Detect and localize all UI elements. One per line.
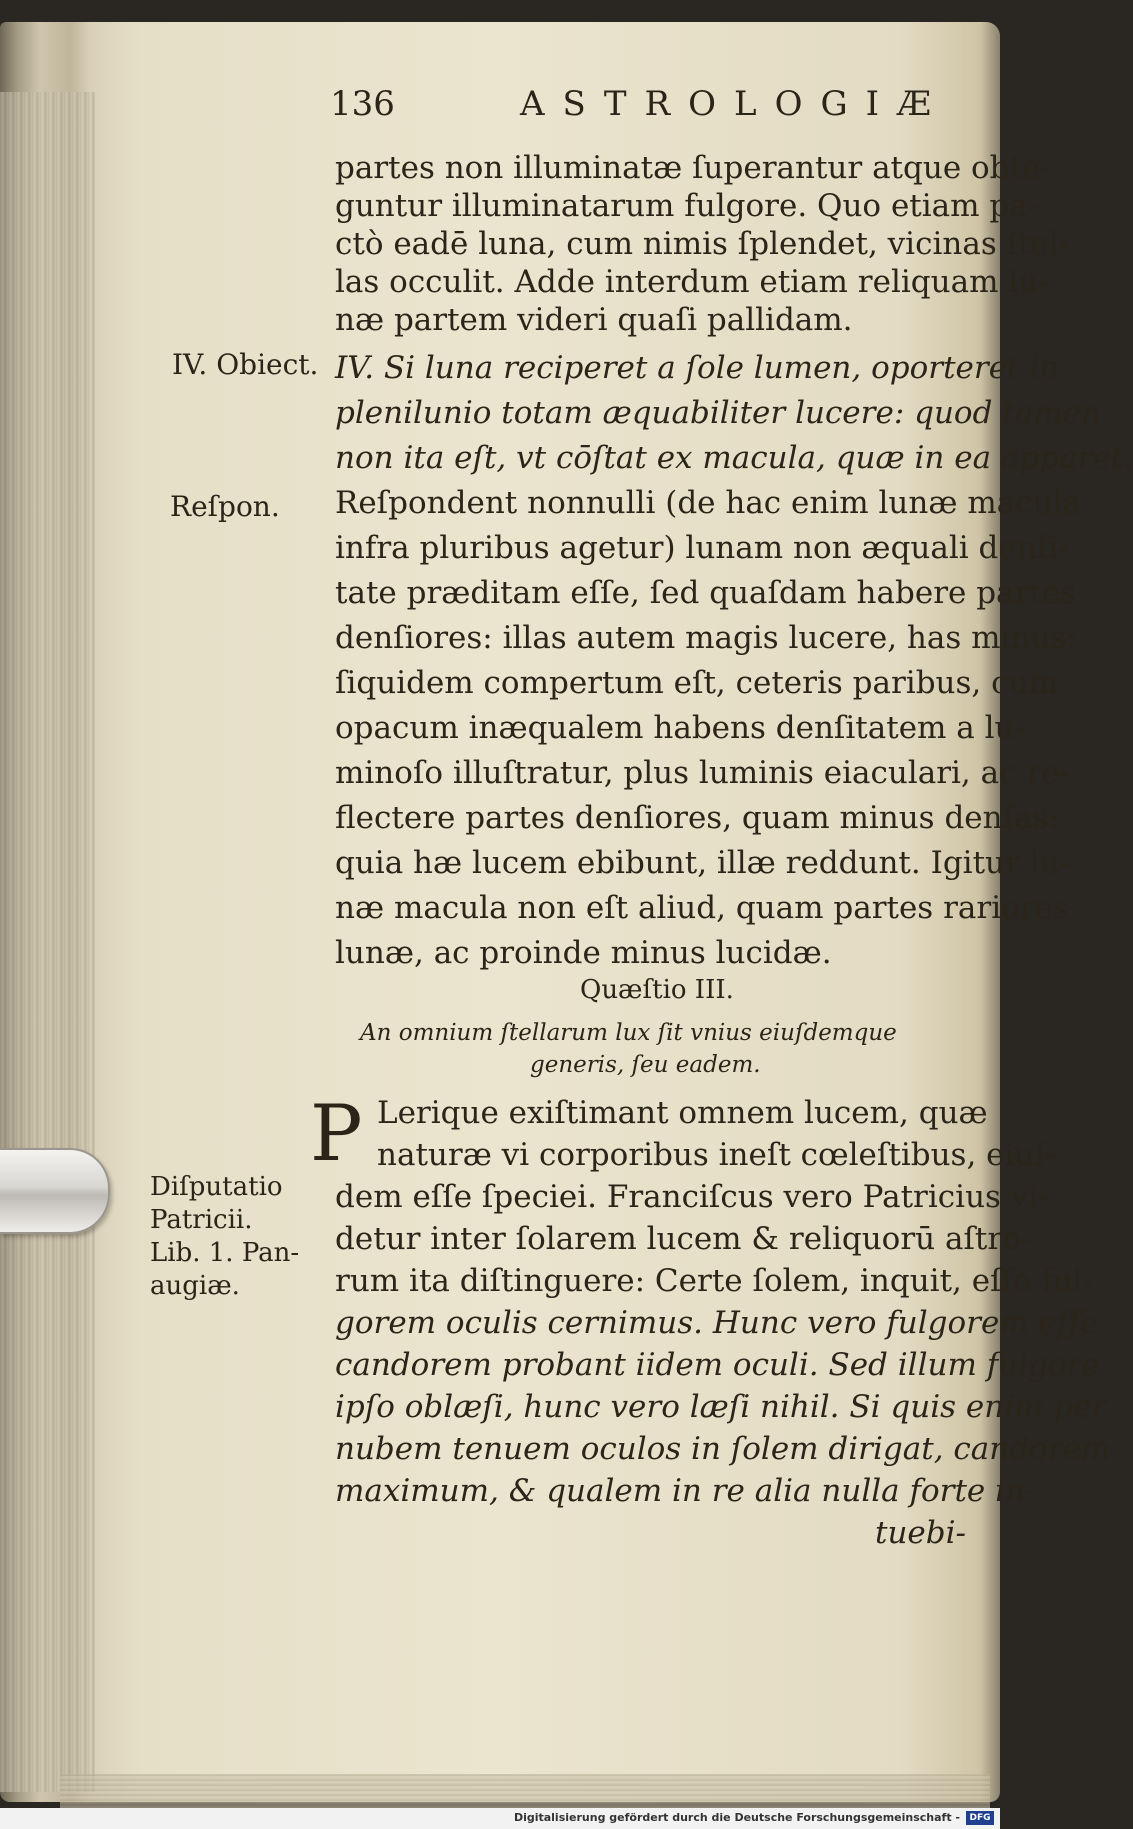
main-text (335, 150, 1133, 971)
text-line: tate præditam eſſe, ſed quaſdam habere partes (335, 575, 1077, 611)
page-edges (0, 92, 95, 1792)
drop-cap: P (310, 1089, 363, 1179)
page-header (330, 84, 950, 134)
text-line: dem eſſe ſpeciei. Franciſcus vero Patricius vi- (335, 1179, 1049, 1215)
question-text (335, 1095, 1111, 1595)
margin-note-respon: Reſpon. (170, 490, 280, 523)
page-number: 136 (330, 84, 395, 124)
text-line: opacum inæqualem habens denſitatem a lu- (335, 710, 1025, 746)
footer-credit: Digitalisierung gefördert durch die Deutsche Forschungsgemeinschaft - (513, 1811, 960, 1824)
question-heading: Quæſtio III. (580, 975, 734, 1005)
text-line: infra pluribus agetur) lunam non æquali denſi- (335, 530, 1069, 566)
text-line: candorem probant iidem oculi. Sed illum fulgore (335, 1347, 1100, 1383)
text-line: detur inter ſolarem lucem & reliquorū aſtro- (335, 1221, 1032, 1257)
running-title: ASTROLOGIÆ (520, 84, 950, 124)
text-line: ſiquidem compertum eſt, ceteris paribus, cum (335, 665, 1058, 701)
text-line: quia hæ lucem ebibunt, illæ reddunt. Igitur lu- (335, 845, 1071, 881)
dfg-logo: DFG (966, 1811, 994, 1825)
page-clip (0, 1148, 110, 1234)
text-line: plenilunio totam æquabiliter lucere: quod tamen (335, 395, 1101, 431)
text-line: Reſpondent nonnulli (de hac enim lunæ macula (335, 485, 1081, 521)
question-subtitle: An omnium ſtellarum lux ſit vnius eiuſdemque (360, 1020, 897, 1046)
text-line: naturæ vi corporibus ineſt cœleſtibus, eiuſ- (377, 1137, 1057, 1173)
text-line: rum ita diſtinguere: Certe ſolem, inquit, eſſe ful- (335, 1263, 1094, 1299)
text-line: næ macula non eſt aliud, quam partes rariores (335, 890, 1069, 926)
question-subtitle: generis, ſeu eadem. (530, 1052, 761, 1078)
text-line: maximum, & qualem in re alia nulla forte in- (335, 1473, 1036, 1509)
text-line: næ partem videri quaſi pallidam. (335, 302, 853, 338)
text-line: lunæ, ac proinde minus lucidæ. (335, 935, 832, 971)
text-line: guntur illuminatarum fulgore. Quo etiam pa- (335, 188, 1039, 224)
text-line: nubem tenuem oculos in ſolem dirigat, candorem (335, 1431, 1111, 1467)
text-line: minoſo illuſtratur, plus luminis eiaculari, ac re- (335, 755, 1070, 791)
text-line: las occulit. Adde interdum etiam reliquam lu- (335, 264, 1049, 300)
text-line: IV. Si luna reciperet a ſole lumen, oporteret in (335, 350, 1060, 386)
margin-note-augiae: augiæ. (150, 1271, 240, 1301)
footer-bar (0, 1808, 1000, 1829)
margin-note-lib: Lib. 1. Pan- (150, 1238, 300, 1268)
text-line: partes non illuminatæ ſuperantur atque obte- (335, 150, 1051, 186)
text-line: flectere partes denſiores, quam minus denſas: (335, 800, 1059, 836)
text-line: ctò eadē luna, cum nimis ſplendet, vicinas ſtel- (335, 226, 1070, 262)
text-line: gorem oculis cernimus. Hunc vero fulgorem eſſe (335, 1305, 1099, 1341)
margin-note-disputatio: Diſputatio (150, 1172, 283, 1202)
text-line: non ita eſt, vt cōſtat ex macula, quæ in ea apparet. (335, 440, 1133, 476)
text-line: tuebi- (875, 1515, 967, 1551)
text-line: Lerique exiſtimant omnem lucem, quæ (377, 1095, 988, 1131)
text-line: ipſo oblæſi, hunc vero læſi nihil. Si quis enim per (335, 1389, 1107, 1425)
margin-note-patricii: Patricii. (150, 1205, 253, 1235)
margin-note-obiect: IV. Obiect. (172, 348, 319, 381)
text-line: denſiores: illas autem magis lucere, has minus: (335, 620, 1077, 656)
